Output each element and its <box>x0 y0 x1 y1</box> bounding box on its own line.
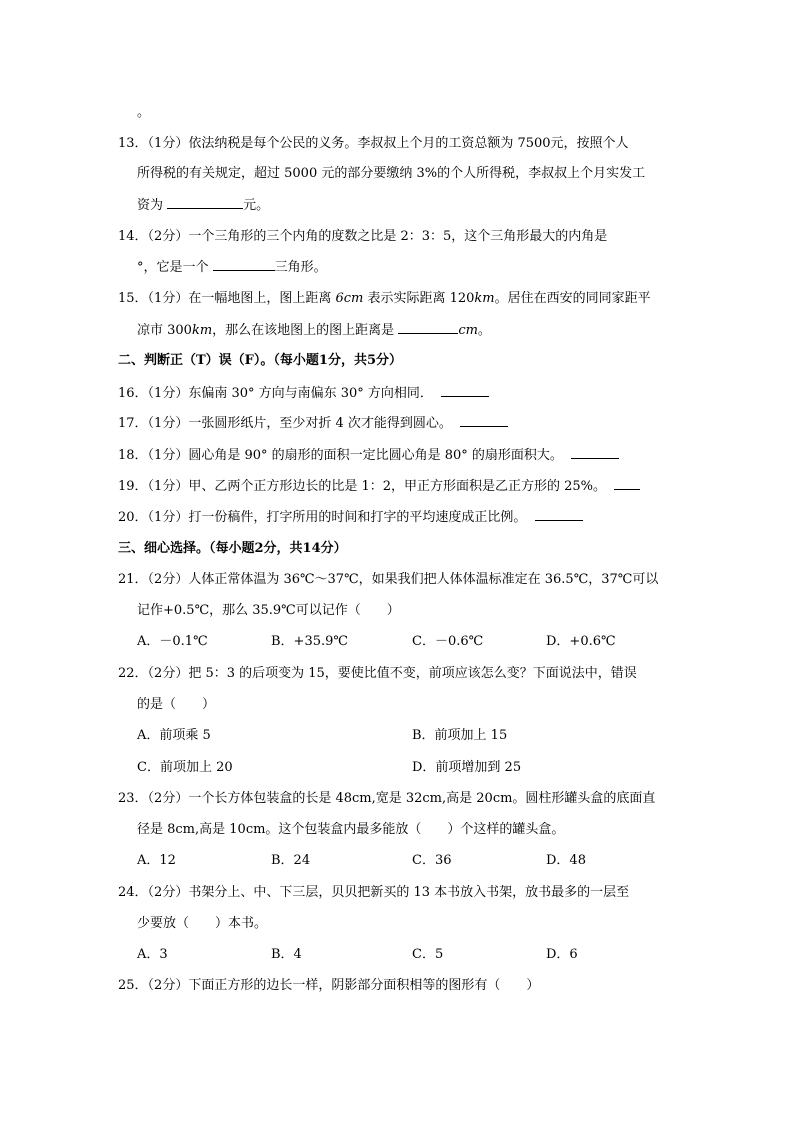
q25-line1: 25．（2分）下面正方形的边长一样，阴影部分面积相等的图形有（ ） <box>118 978 540 993</box>
q18-answer-blank[interactable] <box>571 446 619 459</box>
q21-line1: 21．（2分）人体正常体温为 36℃～37℃，如果我们把人体体温标准定在 36.5℃，37℃可以 <box>118 572 659 587</box>
q15-answer-blank[interactable] <box>398 321 458 334</box>
q13-text-b: 元。 <box>243 198 270 213</box>
q13-text-a: 资为 <box>137 198 168 213</box>
q23-option-d[interactable]: D．48 <box>546 853 586 868</box>
q23-line1: 23．（2分）一个长方体包装盒的长是 48cm,宽是 32cm,高是 20cm。圆柱形罐头盒的底面直 <box>118 791 656 806</box>
q21-option-c[interactable]: C．－0.6℃ <box>412 634 484 649</box>
q21-option-b[interactable]: B．+35.9℃ <box>271 634 348 649</box>
q22-option-c[interactable]: C．前项加上 20 <box>137 760 233 775</box>
q18 <box>118 446 619 465</box>
q15-text-j: 。 <box>477 323 491 338</box>
q14-line1: 14．（2分）一个三角形的三个内角的度数之比是 2：3：5，这个三角形最大的内角是 <box>118 229 608 244</box>
q20-answer-blank[interactable] <box>535 508 583 521</box>
q19-answer-blank[interactable] <box>614 477 640 490</box>
q24-option-c[interactable]: C．5 <box>412 947 444 962</box>
q17-text: 17．（1分）一张圆形纸片，至少对折 4 次才能得到圆心。 <box>118 416 452 431</box>
q15-text-c: 表示实际距离 120 <box>363 291 475 306</box>
q15-text-h: ，那么在该地图上的图上距离是 <box>212 323 399 338</box>
trailing-period: 。 <box>137 105 151 120</box>
q14-text-b: 三角形。 <box>274 260 327 275</box>
q17-answer-blank[interactable] <box>460 414 508 427</box>
q20-text: 20．（1分）打一份稿件，打字所用的时间和打字的平均速度成正比例。 <box>118 510 527 525</box>
q18-text: 18．（1分）圆心角是 90° 的扇形的面积一定比圆心角是 80° 的扇形面积大。 <box>118 448 563 463</box>
q21-line2: 记作+0.5℃，那么 35.9℃可以记作（ ） <box>137 603 400 618</box>
q24-option-d[interactable]: D．6 <box>546 947 578 962</box>
q15-text-i: cm <box>458 323 478 338</box>
q14-answer-blank[interactable] <box>213 258 275 271</box>
q15-text-d: km <box>474 291 495 306</box>
q22-option-a[interactable]: A．前项乘 5 <box>137 728 211 743</box>
q21-option-d[interactable]: D．+0.6℃ <box>546 634 616 649</box>
q16 <box>118 384 489 403</box>
q14-line2 <box>137 258 327 277</box>
q19-text: 19．（1分）甲、乙两个正方形边长的比是 1：2，甲正方形面积是乙正方形的 25%。 <box>118 479 607 494</box>
q22-option-b[interactable]: B．前项加上 15 <box>412 728 508 743</box>
q15-line1 <box>118 290 651 308</box>
q20 <box>118 508 583 527</box>
q23-option-b[interactable]: B．24 <box>271 853 311 868</box>
q22-line2: 的是（ ） <box>137 697 216 712</box>
section-2-heading: 二、判断正（T）误（F）。（每小题1分，共5分） <box>118 353 402 368</box>
q14-text-a: °，它是一个 <box>137 260 213 275</box>
q23-option-a[interactable]: A．12 <box>137 853 176 868</box>
q17 <box>118 414 508 433</box>
q13-line3 <box>137 196 269 215</box>
q15-text-g: km <box>191 323 213 338</box>
q15-line2 <box>137 321 491 340</box>
q22-option-d[interactable]: D．前项增加到 25 <box>412 760 522 775</box>
q15-text-e: 。居住在西安的同同家距平 <box>494 291 651 306</box>
q21-option-a[interactable]: A．－0.1℃ <box>137 634 208 649</box>
q19 <box>118 477 640 496</box>
q24-option-a[interactable]: A．3 <box>137 947 168 962</box>
q22-line1: 22．（2分）把 5：3 的后项变为 15，要使比值不变，前项应该怎么变？下面说法中，错误 <box>118 666 637 681</box>
q24-line1: 24．（2分）书架分上、中、下三层，贝贝把新买的 13 本书放入书架，放书最多的一层至 <box>118 885 630 900</box>
q23-line2: 径是 8cm,高是 10cm。这个包装盒内最多能放（ ）个这样的罐头盒。 <box>137 822 565 837</box>
q13-answer-blank[interactable] <box>167 196 243 209</box>
q16-text: 16．（1分）东偏南 30° 方向与南偏东 30° 方向相同． <box>118 386 433 401</box>
q24-option-b[interactable]: B．4 <box>271 947 302 962</box>
q15-text-b: 6cm <box>335 291 364 306</box>
q24-line2: 少要放（ ）本书。 <box>137 916 268 931</box>
q15-text-a: 15．（1分）在一幅地图上，图上距离 <box>118 291 336 306</box>
section-3-heading: 三、细心选择。（每小题2分，共14分） <box>118 541 347 556</box>
q23-option-c[interactable]: C．36 <box>412 853 452 868</box>
q13-line2: 所得税的有关规定，超过 5000 元的部分要缴纳 3%的个人所得税，李叔叔上个月实发工 <box>137 166 646 181</box>
q16-answer-blank[interactable] <box>441 384 489 397</box>
q15-text-f: 凉市 300 <box>137 323 192 338</box>
q13-line1: 13．（1分）依法纳税是每个公民的义务。李叔叔上个月的工资总额为 7500元，按照个人 <box>118 136 629 151</box>
